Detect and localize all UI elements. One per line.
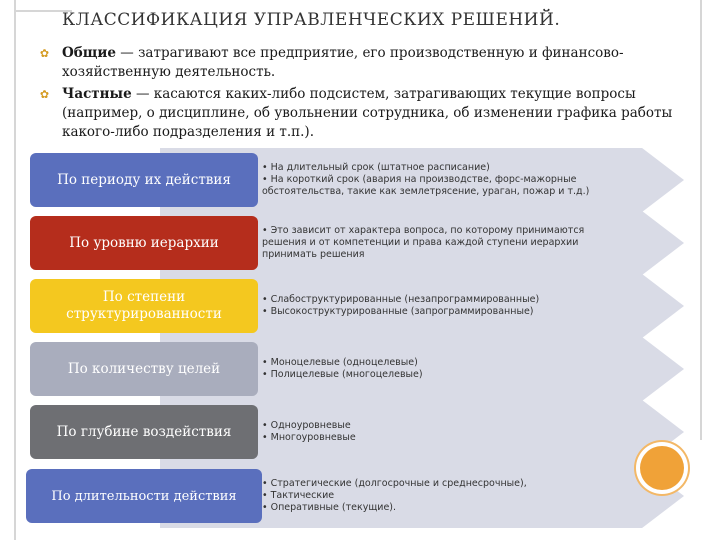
description-line: • На длительный срок (штатное расписание) (262, 162, 490, 173)
description-line: • Тактические (262, 490, 335, 501)
intro-list (38, 44, 698, 145)
category-description (262, 153, 652, 207)
category-description (262, 216, 652, 270)
category-description (262, 469, 652, 523)
frame-line-right (700, 0, 702, 440)
bullet-icon: ✿ (39, 47, 50, 60)
description-line: • Это зависит от характера вопроса, по которому принимаются (262, 225, 585, 236)
description-line: • Слабоструктурированные (незапрограммированные) (262, 294, 540, 305)
category-box: По глубине воздействия (30, 405, 258, 459)
description-line: обстоятельства, такие как землетрясение, ураган, пожар и т.д.) (262, 186, 590, 197)
category-description (262, 405, 652, 459)
frame-line-left (14, 0, 16, 540)
intro-text: — затрагивают все предприятие, его производственную и финансово-хозяйственную деятельность. (62, 45, 624, 80)
intro-item-general (38, 44, 698, 82)
description-line: • На короткий срок (авария на производстве, форс-мажорные (262, 174, 577, 185)
description-line: • Одноуровневые (262, 420, 351, 431)
classification-row (30, 342, 690, 396)
classification-row (30, 279, 690, 333)
intro-item-private (38, 85, 698, 142)
category-description (262, 342, 652, 396)
description-line: • Полицелевые (многоцелевые) (262, 369, 423, 380)
description-line: • Высокоструктурированные (запрограммированные) (262, 306, 534, 317)
description-line: • Оперативные (текущие). (262, 502, 397, 513)
bullet-icon: ✿ (39, 88, 50, 101)
category-box: По длительности действия (26, 469, 262, 523)
description-line: решения и от компетенции и права каждой ступени иерархии (262, 237, 579, 248)
intro-term: Частные (62, 86, 132, 102)
description-line: принимать решения (262, 249, 365, 260)
classification-row (30, 216, 690, 270)
classification-row (30, 469, 690, 523)
category-box: По периоду их действия (30, 153, 258, 207)
category-box: По количеству целей (30, 342, 258, 396)
slide-title: КЛАССИФИКАЦИЯ УПРАВЛЕНЧЕСКИХ РЕШЕНИЙ. (62, 10, 561, 30)
category-description (262, 279, 652, 333)
intro-text: — касаются каких-либо подсистем, затрагивающих текущие вопросы (например, о дисциплине, об увольнении сотрудника, об изменении графика работы какого-либо подразделения и т.п.). (62, 86, 673, 140)
description-line: • Многоуровневые (262, 432, 356, 443)
intro-term: Общие (62, 45, 116, 61)
category-box: По уровню иерархии (30, 216, 258, 270)
description-line: • Моноцелевые (одноцелевые) (262, 357, 418, 368)
category-box: По степени структурированности (30, 279, 258, 333)
classification-row (30, 405, 690, 459)
description-line: • Стратегические (долгосрочные и среднесрочные), (262, 478, 527, 489)
classification-row (30, 153, 690, 207)
decorative-circle-icon (640, 446, 684, 490)
